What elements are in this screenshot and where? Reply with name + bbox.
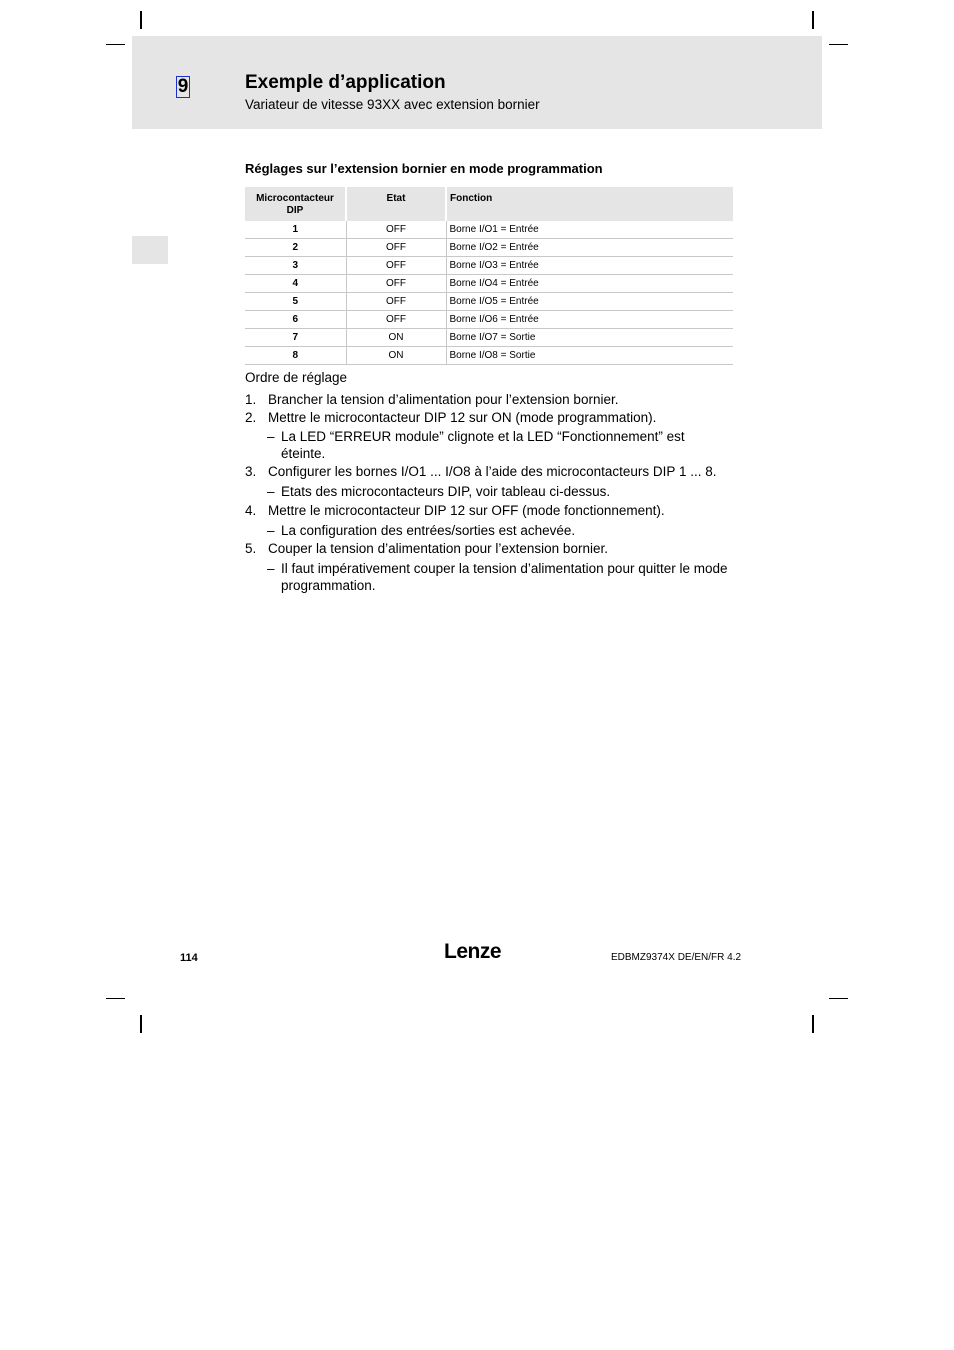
table-row <box>245 275 733 293</box>
cell-dip: 7 <box>245 329 346 347</box>
cell-function: Borne I/O3 = Entrée <box>446 257 733 275</box>
crop-mark <box>140 1015 142 1033</box>
cell-state: OFF <box>346 311 446 329</box>
cell-dip: 1 <box>245 221 346 239</box>
table-row <box>245 257 733 275</box>
substep-text: La configuration des entrées/sorties est achevée. <box>281 523 576 538</box>
procedure-label: Ordre de réglage <box>245 370 348 385</box>
column-header-dip: Microcontacteur DIP <box>245 187 346 221</box>
dash-bullet: – <box>267 429 275 444</box>
column-header-function: Fonction <box>446 187 733 221</box>
side-tab <box>132 236 168 264</box>
page-subtitle: Variateur de vitesse 93XX avec extension bornier <box>245 97 540 112</box>
table-row <box>245 311 733 329</box>
page-title: Exemple d’application <box>245 72 446 93</box>
crop-mark <box>812 1015 814 1033</box>
cell-function: Borne I/O2 = Entrée <box>446 239 733 257</box>
step-text: Configurer les bornes I/O1 ... I/O8 à l’aide des microcontacteurs DIP 1 ... 8. <box>268 464 717 479</box>
dash-bullet: – <box>267 523 275 538</box>
cell-state: ON <box>346 347 446 365</box>
crop-mark <box>812 11 814 29</box>
crop-mark <box>140 11 142 29</box>
substep-text: La LED “ERREUR module” clignote et la LED “Fonctionnement” est éteinte. <box>281 429 685 461</box>
crop-mark <box>106 44 125 45</box>
column-header-state: Etat <box>346 187 446 221</box>
cell-state: OFF <box>346 257 446 275</box>
step-number: 5. <box>245 541 257 556</box>
step-text: Couper la tension d’alimentation pour l’extension bornier. <box>268 541 608 556</box>
dash-bullet: – <box>267 561 275 576</box>
cell-function: Borne I/O7 = Sortie <box>446 329 733 347</box>
cell-function: Borne I/O8 = Sortie <box>446 347 733 365</box>
cell-state: OFF <box>346 221 446 239</box>
crop-mark <box>829 998 848 999</box>
table-row <box>245 347 733 365</box>
page-number: 114 <box>180 952 198 964</box>
cell-dip: 3 <box>245 257 346 275</box>
table-row <box>245 239 733 257</box>
cell-function: Borne I/O5 = Entrée <box>446 293 733 311</box>
step-number: 4. <box>245 503 257 518</box>
cell-dip: 4 <box>245 275 346 293</box>
substep-text: Il faut impérativement couper la tension d’alimentation pour quitter le mode programmation. <box>281 561 728 593</box>
table-row <box>245 329 733 347</box>
section-heading: Réglages sur l’extension bornier en mode programmation <box>245 161 603 176</box>
crop-mark <box>829 44 848 45</box>
dash-bullet: – <box>267 484 275 499</box>
document-reference: EDBMZ9374X DE/EN/FR 4.2 <box>611 952 742 963</box>
step-number: 1. <box>245 392 257 407</box>
header-band <box>132 36 822 129</box>
cell-state: OFF <box>346 239 446 257</box>
chapter-number: 9 <box>177 76 189 97</box>
cell-dip: 8 <box>245 347 346 365</box>
table-row <box>245 293 733 311</box>
cell-function: Borne I/O1 = Entrée <box>446 221 733 239</box>
step-text: Mettre le microcontacteur DIP 12 sur ON (mode programmation). <box>268 410 657 425</box>
cell-dip: 2 <box>245 239 346 257</box>
cell-state: ON <box>346 329 446 347</box>
step-number: 3. <box>245 464 257 479</box>
cell-dip: 5 <box>245 293 346 311</box>
substep-text: Etats des microcontacteurs DIP, voir tableau ci-dessus. <box>281 484 611 499</box>
crop-mark <box>106 998 125 999</box>
cell-function: Borne I/O4 = Entrée <box>446 275 733 293</box>
step-text: Brancher la tension d’alimentation pour l’extension bornier. <box>268 392 619 407</box>
step-text: Mettre le microcontacteur DIP 12 sur OFF (mode fonctionnement). <box>268 503 665 518</box>
table-row <box>245 221 733 239</box>
cell-function: Borne I/O6 = Entrée <box>446 311 733 329</box>
table-header-row <box>245 187 733 221</box>
lenze-logo: Lenze <box>444 940 502 963</box>
step-number: 2. <box>245 410 257 425</box>
cell-state: OFF <box>346 275 446 293</box>
cell-dip: 6 <box>245 311 346 329</box>
dip-switch-table <box>245 187 733 365</box>
cell-state: OFF <box>346 293 446 311</box>
